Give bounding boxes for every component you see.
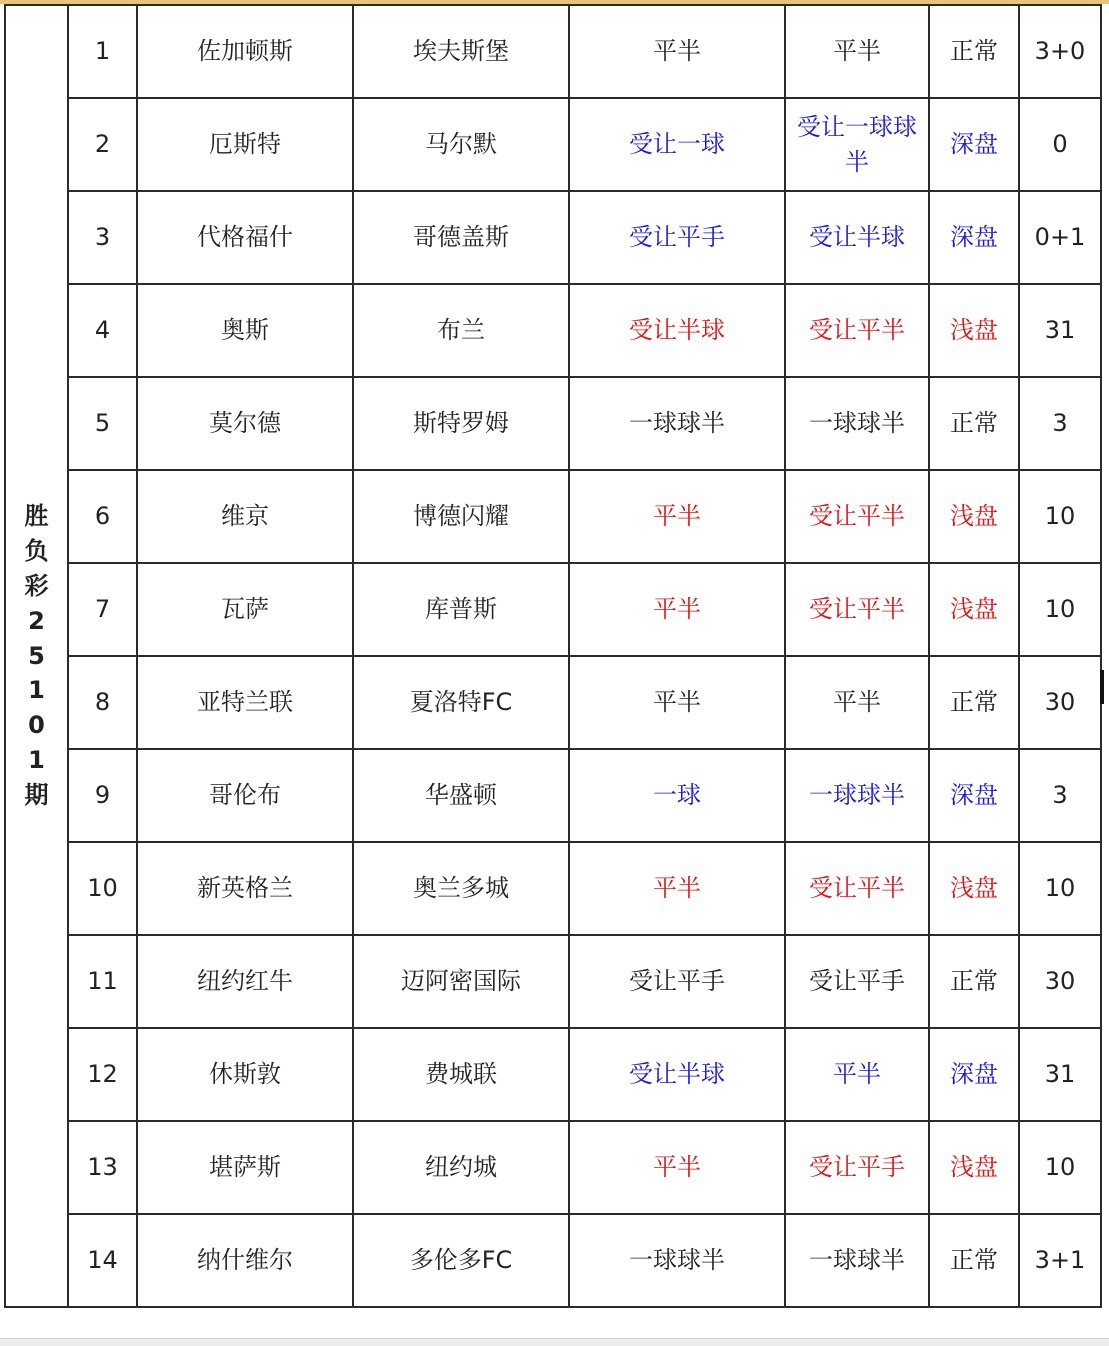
trend-cell: 正常	[929, 1214, 1019, 1307]
home-team-cell: 休斯敦	[137, 1028, 353, 1121]
result-cell: 3	[1019, 749, 1101, 842]
table-row	[5, 656, 1101, 749]
away-team-cell: 博德闪耀	[353, 470, 569, 563]
current-handicap-cell: 受让平半	[785, 563, 929, 656]
issue-label-char: 1	[28, 745, 45, 774]
match-number-cell: 6	[68, 470, 137, 563]
home-team-cell: 新英格兰	[137, 842, 353, 935]
initial-handicap-cell: 一球球半	[569, 377, 785, 470]
trend-cell: 深盘	[929, 749, 1019, 842]
trend-cell: 浅盘	[929, 1121, 1019, 1214]
away-team-cell: 迈阿密国际	[353, 935, 569, 1028]
away-team-cell: 费城联	[353, 1028, 569, 1121]
match-number-cell: 5	[68, 377, 137, 470]
away-team-cell: 夏洛特FC	[353, 656, 569, 749]
home-team-cell: 瓦萨	[137, 563, 353, 656]
match-number-cell: 12	[68, 1028, 137, 1121]
away-team-cell: 纽约城	[353, 1121, 569, 1214]
issue-label-char: 负	[24, 537, 49, 566]
initial-handicap-cell: 一球球半	[569, 1214, 785, 1307]
table-row	[5, 842, 1101, 935]
away-team-cell: 斯特罗姆	[353, 377, 569, 470]
initial-handicap-cell: 一球	[569, 749, 785, 842]
match-number-cell: 8	[68, 656, 137, 749]
table-row	[5, 1028, 1101, 1121]
current-handicap-cell: 受让一球球半	[785, 98, 929, 191]
issue-label-char: 5	[28, 641, 45, 670]
current-handicap-cell: 平半	[785, 656, 929, 749]
current-handicap-cell: 平半	[785, 5, 929, 98]
match-number-cell: 7	[68, 563, 137, 656]
table-row	[5, 1121, 1101, 1214]
initial-handicap-cell: 受让半球	[569, 284, 785, 377]
result-cell: 10	[1019, 563, 1101, 656]
trend-cell: 浅盘	[929, 842, 1019, 935]
home-team-cell: 奥斯	[137, 284, 353, 377]
match-number-cell: 2	[68, 98, 137, 191]
issue-label-char: 0	[28, 711, 45, 740]
trend-cell: 深盘	[929, 98, 1019, 191]
current-handicap-cell: 受让平手	[785, 1121, 929, 1214]
table-row	[5, 191, 1101, 284]
result-cell: 30	[1019, 656, 1101, 749]
table-row	[5, 377, 1101, 470]
home-team-cell: 纽约红牛	[137, 935, 353, 1028]
current-handicap-cell: 一球球半	[785, 377, 929, 470]
home-team-cell: 代格福什	[137, 191, 353, 284]
result-cell: 3+0	[1019, 5, 1101, 98]
table-row	[5, 5, 1101, 98]
home-team-cell: 维京	[137, 470, 353, 563]
away-team-cell: 埃夫斯堡	[353, 5, 569, 98]
trend-cell: 浅盘	[929, 470, 1019, 563]
table-row	[5, 284, 1101, 377]
match-number-cell: 13	[68, 1121, 137, 1214]
away-team-cell: 华盛顿	[353, 749, 569, 842]
issue-label-char: 1	[28, 676, 45, 705]
match-number-cell: 4	[68, 284, 137, 377]
current-handicap-cell: 受让平手	[785, 935, 929, 1028]
result-cell: 3+1	[1019, 1214, 1101, 1307]
away-team-cell: 多伦多FC	[353, 1214, 569, 1307]
trend-cell: 深盘	[929, 191, 1019, 284]
current-handicap-cell: 受让平半	[785, 470, 929, 563]
initial-handicap-cell: 平半	[569, 656, 785, 749]
trend-cell: 正常	[929, 5, 1019, 98]
initial-handicap-cell: 受让一球	[569, 98, 785, 191]
issue-label-char: 彩	[24, 572, 49, 600]
initial-handicap-cell: 受让平手	[569, 191, 785, 284]
trend-cell: 深盘	[929, 1028, 1019, 1121]
result-cell: 3	[1019, 377, 1101, 470]
initial-handicap-cell: 受让半球	[569, 1028, 785, 1121]
away-team-cell: 哥德盖斯	[353, 191, 569, 284]
home-team-cell: 哥伦布	[137, 749, 353, 842]
current-handicap-cell: 受让平半	[785, 842, 929, 935]
home-team-cell: 堪萨斯	[137, 1121, 353, 1214]
table-row	[5, 749, 1101, 842]
issue-label-char: 胜	[24, 502, 49, 531]
right-edge-marker	[1100, 670, 1104, 704]
home-team-cell: 佐加顿斯	[137, 5, 353, 98]
trend-cell: 浅盘	[929, 284, 1019, 377]
table-row	[5, 563, 1101, 656]
result-cell: 10	[1019, 1121, 1101, 1214]
lottery-odds-table	[4, 4, 1102, 1308]
current-handicap-cell: 受让半球	[785, 191, 929, 284]
home-team-cell: 莫尔德	[137, 377, 353, 470]
match-number-cell: 3	[68, 191, 137, 284]
result-cell: 31	[1019, 1028, 1101, 1121]
match-number-cell: 9	[68, 749, 137, 842]
away-team-cell: 马尔默	[353, 98, 569, 191]
match-number-cell: 14	[68, 1214, 137, 1307]
current-handicap-cell: 一球球半	[785, 749, 929, 842]
issue-label-char: 2	[28, 606, 45, 635]
result-cell: 10	[1019, 470, 1101, 563]
trend-cell: 正常	[929, 935, 1019, 1028]
result-cell: 31	[1019, 284, 1101, 377]
initial-handicap-cell: 平半	[569, 1121, 785, 1214]
issue-label-char: 期	[24, 780, 49, 809]
result-cell: 10	[1019, 842, 1101, 935]
current-handicap-cell: 平半	[785, 1028, 929, 1121]
initial-handicap-cell: 平半	[569, 563, 785, 656]
trend-cell: 正常	[929, 377, 1019, 470]
result-cell: 30	[1019, 935, 1101, 1028]
initial-handicap-cell: 平半	[569, 470, 785, 563]
away-team-cell: 布兰	[353, 284, 569, 377]
home-team-cell: 纳什维尔	[137, 1214, 353, 1307]
initial-handicap-cell: 平半	[569, 842, 785, 935]
issue-label-cell	[5, 5, 68, 1307]
table-row	[5, 1214, 1101, 1307]
current-handicap-cell: 受让平半	[785, 284, 929, 377]
table-row	[5, 935, 1101, 1028]
table-row	[5, 98, 1101, 191]
initial-handicap-cell: 受让平手	[569, 935, 785, 1028]
away-team-cell: 奥兰多城	[353, 842, 569, 935]
away-team-cell: 库普斯	[353, 563, 569, 656]
table-body	[5, 5, 1101, 1307]
match-number-cell: 10	[68, 842, 137, 935]
current-handicap-cell: 一球球半	[785, 1214, 929, 1307]
table-row	[5, 470, 1101, 563]
trend-cell: 浅盘	[929, 563, 1019, 656]
trend-cell: 正常	[929, 656, 1019, 749]
result-cell: 0+1	[1019, 191, 1101, 284]
initial-handicap-cell: 平半	[569, 5, 785, 98]
match-number-cell: 11	[68, 935, 137, 1028]
home-team-cell: 亚特兰联	[137, 656, 353, 749]
match-number-cell: 1	[68, 5, 137, 98]
result-cell: 0	[1019, 98, 1101, 191]
home-team-cell: 厄斯特	[137, 98, 353, 191]
